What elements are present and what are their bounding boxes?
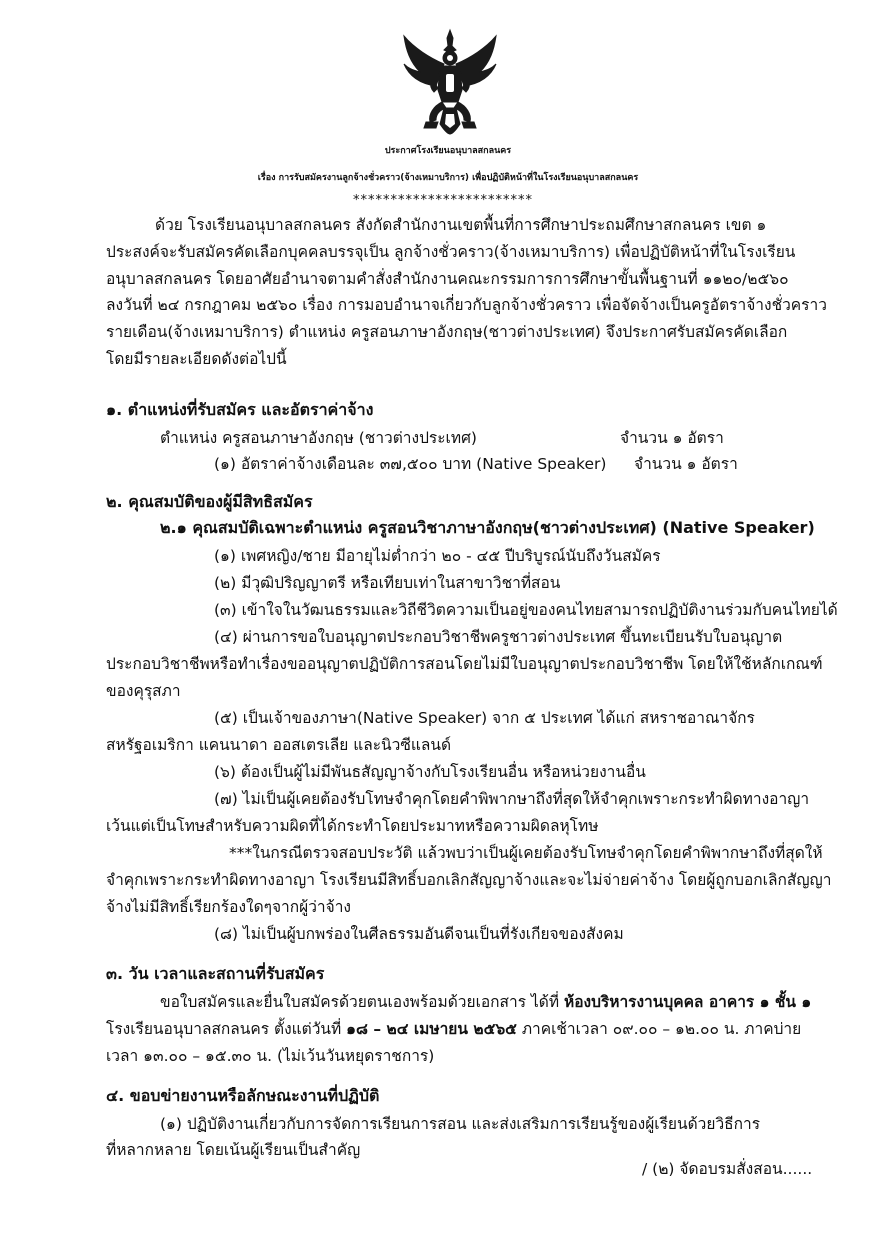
background-check-note: จ้างไม่มีสิทธิ์เรียกร้องใดๆจากผู้ว่าจ้าง — [106, 898, 351, 916]
application-room: ห้องบริหารงานบุคคล อาคาร ๑ ชั้น ๑ — [563, 993, 812, 1011]
duty-item-continued: ที่หลากหลาย โดยเน้นผู้เรียนเป็นสำคัญ — [106, 1141, 361, 1159]
intro-line: ด้วย โรงเรียนอนุบาลสกลนคร สังกัดสำนักงานเขตพื้นที่การศึกษาประถมศึกษาสกลนคร เขต ๑ — [155, 216, 767, 234]
continued-on-next-page: / (๒) จัดอบรมสั่งสอน...... — [642, 1160, 813, 1178]
intro-line: โดยมีรายละเอียดดังต่อไปนี้ — [106, 350, 287, 368]
qualification-item: (๗) ไม่เป็นผู้เคยต้องรับโทษจำคุกโดยคำพิพากษาถึงที่สุดให้จำคุกเพราะกระทำผิดทางอาญา — [214, 790, 810, 808]
salary-rate-count: จำนวน ๑ อัตรา — [634, 455, 738, 473]
announcement-title: ประกาศโรงเรียนอนุบาลสกลนคร — [384, 146, 512, 156]
qualification-item: (๓) เข้าใจในวัฒนธรรมและวิถีชีวิตความเป็นอยู่ของคนไทยสามารถปฏิบัติงานร่วมกับคนไทยได้ — [214, 601, 838, 619]
application-afternoon-hours: เวลา ๑๓.๐๐ – ๑๕.๓๐ น. (ไม่เว้นวันหยุดราชการ) — [106, 1047, 435, 1065]
position-name: ตำแหน่ง ครูสอนภาษาอังกฤษ (ชาวต่างประเทศ) — [160, 429, 477, 447]
section-heading: ๑. ตำแหน่งที่รับสมัคร และอัตราค่าจ้าง — [106, 400, 374, 419]
background-check-note: จำคุกเพราะกระทำผิดทางอาญา โรงเรียนมีสิทธิ์บอกเลิกสัญญาจ้างและจะไม่จ่ายค่าจ้าง โดยผู้ถูกบอกเลิกสัญญา — [106, 871, 832, 889]
application-location — [160, 989, 811, 1014]
garuda-emblem-icon — [400, 28, 500, 136]
qualification-item-continued: ประกอบวิชาชีพหรือทำเรื่องขออนุญาตปฏิบัติการสอนโดยไม่มีใบอนุญาตประกอบวิชาชีพ โดยให้ใช้หลักเกณฑ์ — [106, 655, 823, 673]
intro-line: อนุบาลสกลนคร โดยอาศัยอำนาจตามคำสั่งสำนักงานคณะกรรมการการศึกษาขั้นพื้นฐานที่ ๑๑๒๐/๒๕๖๐ — [106, 270, 789, 288]
qualification-item: (๒) มีวุฒิปริญญาตรี หรือเทียบเท่าในสาขาวิชาที่สอน — [214, 574, 561, 592]
section-subheading: ๒.๑ คุณสมบัติเฉพาะตำแหน่ง ครูสอนวิชาภาษาอังกฤษ(ชาวต่างประเทศ) (Native Speaker) — [160, 518, 815, 537]
qualification-item: (๕) เป็นเจ้าของภาษา(Native Speaker) จาก ๕ ประเทศ ได้แก่ สหราชอาณาจักร — [214, 709, 755, 727]
section-heading: ๒. คุณสมบัติของผู้มีสิทธิสมัคร — [106, 492, 313, 511]
qualification-item-continued: สหรัฐอเมริกา แคนนาดา ออสเตรเลีย และนิวซีแลนด์ — [106, 736, 452, 754]
intro-line: รายเดือน(จ้างเหมาบริการ) ตำแหน่ง ครูสอนภาษาอังกฤษ(ชาวต่างประเทศ) จึงประกาศรับสมัครคัดเลือก — [106, 323, 788, 341]
qualification-item-continued: ของคุรุสภา — [106, 682, 181, 700]
position-count: จำนวน ๑ อัตรา — [620, 429, 724, 447]
application-date-range: ๑๘ – ๒๔ เมษายน ๒๕๖๕ — [346, 1020, 517, 1038]
intro-line: ลงวันที่ ๒๔ กรกฎาคม ๒๕๖๐ เรื่อง การมอบอำนาจเกี่ยวกับลูกจ้างชั่วคราว เพื่อจัดจ้างเป็นครูอัตราจ้างชั่วคราว — [106, 296, 827, 314]
section-heading: ๓. วัน เวลาและสถานที่รับสมัคร — [106, 964, 325, 983]
background-check-note: ***ในกรณีตรวจสอบประวัติ แล้วพบว่าเป็นผู้เคยต้องรับโทษจำคุกโดยคำพิพากษาถึงที่สุดให้ — [229, 844, 823, 862]
intro-line: ประสงค์จะรับสมัครคัดเลือกบุคคลบรรจุเป็น ลูกจ้างชั่วคราว(จ้างเหมาบริการ) เพื่อปฏิบัติหน้าที่ในโรงเรียน — [106, 243, 796, 261]
qualification-item: (๘) ไม่เป็นผู้บกพร่องในศีลธรรมอันดีจนเป็นที่รังเกียจของสังคม — [214, 925, 624, 943]
qualification-item: (๑) เพศหญิง/ชาย มีอายุไม่ต่ำกว่า ๒๐ - ๔๕ ปีบริบูรณ์นับถึงวันสมัคร — [214, 547, 661, 565]
announcement-subject: เรื่อง การรับสมัครงานลูกจ้างชั่วคราว(จ้างเหมาบริการ) เพื่อปฏิบัติหน้าที่ในโรงเรียนอนุบาลสกลนคร — [257, 173, 639, 183]
application-hours: ภาคเช้าเวลา ๐๙.๐๐ – ๑๒.๐๐ น. ภาคบ่าย — [516, 1020, 802, 1038]
application-location-text: ขอใบสมัครและยื่นใบสมัครด้วยตนเองพร้อมด้วยเอกสาร ได้ที่ — [160, 993, 564, 1011]
star-divider: ************************ — [353, 193, 533, 208]
salary-rate: (๑) อัตราค่าจ้างเดือนละ ๓๗,๕๐๐ บาท (Native Speaker) — [214, 455, 607, 473]
section-heading: ๔. ขอบข่ายงานหรือลักษณะงานที่ปฏิบัติ — [106, 1086, 380, 1105]
duty-item: (๑) ปฏิบัติงานเกี่ยวกับการจัดการเรียนการสอน และส่งเสริมการเรียนรู้ของผู้เรียนด้วยวิธีการ — [160, 1115, 761, 1133]
qualification-item: (๖) ต้องเป็นผู้ไม่มีพันธสัญญาจ้างกับโรงเรียนอื่น หรือหน่วยงานอื่น — [214, 763, 646, 781]
qualification-item: (๔) ผ่านการขอใบอนุญาตประกอบวิชาชีพครูชาวต่างประเทศ ขึ้นทะเบียนรับใบอนุญาต — [214, 628, 783, 646]
application-dates — [106, 1016, 801, 1041]
application-dates-text: โรงเรียนอนุบาลสกลนคร ตั้งแต่วันที่ — [106, 1020, 347, 1038]
qualification-item-continued: เว้นแต่เป็นโทษสำหรับความผิดที่ได้กระทำโดยประมาทหรือความผิดลหุโทษ — [106, 817, 599, 835]
